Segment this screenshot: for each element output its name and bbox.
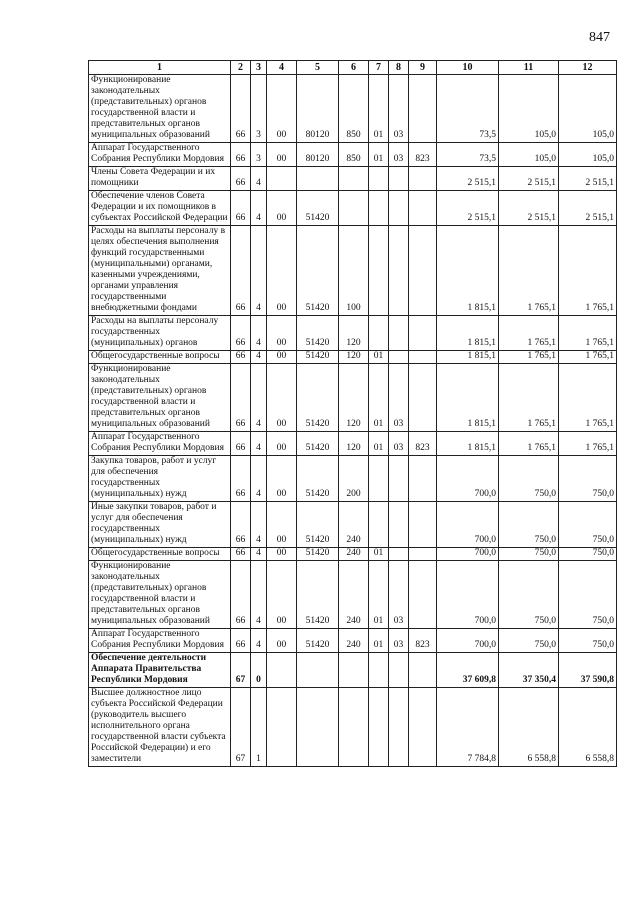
amount-cell: 2 515,1 <box>437 191 499 226</box>
code-cell: 120 <box>339 351 369 364</box>
code-cell <box>339 191 369 226</box>
code-cell: 100 <box>339 226 369 316</box>
code-cell: 4 <box>251 351 267 364</box>
code-cell: 51420 <box>297 191 339 226</box>
column-header: 4 <box>267 61 297 75</box>
row-name-cell: Функционирование законодательных (представительных) органов государственной власти и представительных органов муниципальных образований <box>89 75 231 143</box>
row-name-cell: Функционирование законодательных (представительных) органов государственной власти и представительных органов муниципальных образований <box>89 561 231 629</box>
amount-cell: 700,0 <box>437 548 499 561</box>
amount-cell: 105,0 <box>559 75 617 143</box>
code-cell: 66 <box>231 629 251 653</box>
amount-cell: 37 609,8 <box>437 653 499 688</box>
code-cell <box>409 364 437 432</box>
code-cell: 67 <box>231 653 251 688</box>
code-cell: 120 <box>339 364 369 432</box>
row-name-cell: Общегосударственные вопросы <box>89 548 231 561</box>
code-cell: 0 <box>251 653 267 688</box>
amount-cell: 750,0 <box>499 561 559 629</box>
column-header: 12 <box>559 61 617 75</box>
code-cell <box>409 226 437 316</box>
column-header: 10 <box>437 61 499 75</box>
code-cell: 00 <box>267 502 297 548</box>
table-row <box>89 502 617 548</box>
code-cell <box>389 167 409 191</box>
table-row <box>89 75 617 143</box>
code-cell: 4 <box>251 364 267 432</box>
row-name-cell: Обеспечение членов Совета Федерации и их помощников в субъектах Российской Федерации <box>89 191 231 226</box>
code-cell: 850 <box>339 143 369 167</box>
code-cell <box>409 167 437 191</box>
code-cell: 51420 <box>297 548 339 561</box>
code-cell: 823 <box>409 143 437 167</box>
amount-cell: 1 765,1 <box>559 351 617 364</box>
table-body <box>89 75 617 767</box>
code-cell <box>369 191 389 226</box>
code-cell: 120 <box>339 432 369 456</box>
code-cell: 01 <box>369 629 389 653</box>
code-cell <box>409 191 437 226</box>
row-name-cell: Аппарат Государственного Собрания Республики Мордовия <box>89 432 231 456</box>
row-name-cell: Аппарат Государственного Собрания Республики Мордовия <box>89 143 231 167</box>
amount-cell: 750,0 <box>499 548 559 561</box>
column-header: 11 <box>499 61 559 75</box>
code-cell: 66 <box>231 351 251 364</box>
code-cell: 00 <box>267 191 297 226</box>
table-row <box>89 316 617 351</box>
table-row <box>89 143 617 167</box>
code-cell <box>267 653 297 688</box>
amount-cell: 750,0 <box>559 548 617 561</box>
amount-cell: 750,0 <box>559 629 617 653</box>
code-cell: 01 <box>369 364 389 432</box>
code-cell <box>409 561 437 629</box>
amount-cell: 1 815,1 <box>437 226 499 316</box>
code-cell <box>369 456 389 502</box>
code-cell: 00 <box>267 351 297 364</box>
amount-cell: 1 765,1 <box>499 432 559 456</box>
code-cell <box>297 688 339 767</box>
code-cell: 823 <box>409 629 437 653</box>
amount-cell: 37 350,4 <box>499 653 559 688</box>
amount-cell: 73,5 <box>437 75 499 143</box>
code-cell: 00 <box>267 456 297 502</box>
code-cell: 03 <box>389 432 409 456</box>
column-header: 9 <box>409 61 437 75</box>
code-cell <box>339 688 369 767</box>
code-cell: 01 <box>369 432 389 456</box>
row-name-cell: Обеспечение деятельности Аппарата Правительства Республики Мордовия <box>89 653 231 688</box>
code-cell: 80120 <box>297 75 339 143</box>
code-cell <box>409 502 437 548</box>
code-cell: 03 <box>389 143 409 167</box>
code-cell: 03 <box>389 364 409 432</box>
code-cell <box>339 653 369 688</box>
code-cell <box>369 502 389 548</box>
table-row <box>89 432 617 456</box>
code-cell: 01 <box>369 548 389 561</box>
row-name-cell: Члены Совета Федерации и их помощники <box>89 167 231 191</box>
code-cell <box>369 167 389 191</box>
code-cell: 66 <box>231 75 251 143</box>
code-cell: 51420 <box>297 629 339 653</box>
amount-cell: 1 765,1 <box>499 316 559 351</box>
amount-cell: 105,0 <box>499 75 559 143</box>
table-row <box>89 364 617 432</box>
code-cell: 01 <box>369 561 389 629</box>
table-row <box>89 191 617 226</box>
row-name-cell: Аппарат Государственного Собрания Республики Мордовия <box>89 629 231 653</box>
table-header-row <box>89 61 617 75</box>
amount-cell: 750,0 <box>559 456 617 502</box>
amount-cell: 1 765,1 <box>559 432 617 456</box>
code-cell: 00 <box>267 629 297 653</box>
code-cell: 240 <box>339 561 369 629</box>
row-name-cell: Высшее должностное лицо субъекта Российской Федерации (руководитель высшего исполнительного органа государственной власти субъекта Российской Федерации) и его заместители <box>89 688 231 767</box>
budget-table <box>88 60 617 767</box>
code-cell: 66 <box>231 143 251 167</box>
table-row <box>89 629 617 653</box>
amount-cell: 2 515,1 <box>559 191 617 226</box>
column-header: 5 <box>297 61 339 75</box>
amount-cell: 105,0 <box>499 143 559 167</box>
amount-cell: 700,0 <box>437 629 499 653</box>
code-cell <box>409 351 437 364</box>
amount-cell: 750,0 <box>559 502 617 548</box>
code-cell <box>389 226 409 316</box>
code-cell: 51420 <box>297 351 339 364</box>
amount-cell: 750,0 <box>499 629 559 653</box>
code-cell <box>409 688 437 767</box>
code-cell <box>339 167 369 191</box>
code-cell: 66 <box>231 432 251 456</box>
amount-cell: 700,0 <box>437 561 499 629</box>
code-cell <box>369 226 389 316</box>
code-cell: 51420 <box>297 432 339 456</box>
column-header: 8 <box>389 61 409 75</box>
code-cell: 1 <box>251 688 267 767</box>
page-number: 847 <box>589 30 610 45</box>
code-cell: 4 <box>251 561 267 629</box>
code-cell: 03 <box>389 629 409 653</box>
table-row <box>89 226 617 316</box>
amount-cell: 1 815,1 <box>437 316 499 351</box>
amount-cell: 1 765,1 <box>499 351 559 364</box>
amount-cell: 2 515,1 <box>499 167 559 191</box>
code-cell: 850 <box>339 75 369 143</box>
amount-cell: 73,5 <box>437 143 499 167</box>
table-row <box>89 653 617 688</box>
code-cell <box>369 316 389 351</box>
row-name-cell: Закупка товаров, работ и услуг для обеспечения государственных (муниципальных) нужд <box>89 456 231 502</box>
table-row <box>89 688 617 767</box>
code-cell: 240 <box>339 629 369 653</box>
code-cell: 00 <box>267 561 297 629</box>
code-cell: 66 <box>231 191 251 226</box>
amount-cell: 1 765,1 <box>559 364 617 432</box>
code-cell: 00 <box>267 432 297 456</box>
amount-cell: 1 815,1 <box>437 351 499 364</box>
code-cell: 4 <box>251 629 267 653</box>
code-cell: 66 <box>231 364 251 432</box>
code-cell <box>409 75 437 143</box>
amount-cell: 105,0 <box>559 143 617 167</box>
amount-cell: 6 558,8 <box>559 688 617 767</box>
row-name-cell: Расходы на выплаты персоналу государственных (муниципальных) органов <box>89 316 231 351</box>
code-cell <box>409 653 437 688</box>
code-cell: 67 <box>231 688 251 767</box>
row-name-cell: Общегосударственные вопросы <box>89 351 231 364</box>
code-cell: 01 <box>369 75 389 143</box>
amount-cell: 6 558,8 <box>499 688 559 767</box>
code-cell <box>267 167 297 191</box>
code-cell <box>389 653 409 688</box>
row-name-cell: Иные закупки товаров, работ и услуг для обеспечения государственных (муниципальных) нужд <box>89 502 231 548</box>
code-cell <box>369 688 389 767</box>
code-cell: 51420 <box>297 316 339 351</box>
code-cell: 3 <box>251 143 267 167</box>
code-cell: 66 <box>231 456 251 502</box>
code-cell <box>409 456 437 502</box>
code-cell: 00 <box>267 316 297 351</box>
amount-cell: 750,0 <box>559 561 617 629</box>
code-cell: 03 <box>389 75 409 143</box>
table-row <box>89 548 617 561</box>
code-cell <box>389 688 409 767</box>
amount-cell: 1 765,1 <box>559 226 617 316</box>
code-cell <box>389 456 409 502</box>
amount-cell: 1 765,1 <box>559 316 617 351</box>
table-row <box>89 561 617 629</box>
code-cell: 4 <box>251 226 267 316</box>
code-cell: 240 <box>339 548 369 561</box>
code-cell: 66 <box>231 167 251 191</box>
code-cell: 80120 <box>297 143 339 167</box>
code-cell: 66 <box>231 226 251 316</box>
code-cell: 4 <box>251 191 267 226</box>
code-cell: 51420 <box>297 561 339 629</box>
code-cell: 66 <box>231 561 251 629</box>
amount-cell: 1 765,1 <box>499 364 559 432</box>
code-cell <box>409 316 437 351</box>
code-cell: 120 <box>339 316 369 351</box>
table-row <box>89 167 617 191</box>
code-cell <box>267 688 297 767</box>
row-name-cell: Расходы на выплаты персоналу в целях обеспечения выполнения функций государственными (муниципальными) органами, казенными учреждениями, органами управления государственными внебюджетными фондами <box>89 226 231 316</box>
code-cell <box>389 502 409 548</box>
row-name-cell: Функционирование законодательных (представительных) органов государственной власти и представительных органов муниципальных образований <box>89 364 231 432</box>
code-cell <box>297 653 339 688</box>
code-cell <box>369 653 389 688</box>
amount-cell: 1 765,1 <box>499 226 559 316</box>
code-cell: 3 <box>251 75 267 143</box>
code-cell <box>389 351 409 364</box>
code-cell: 4 <box>251 548 267 561</box>
code-cell: 51420 <box>297 364 339 432</box>
column-header: 6 <box>339 61 369 75</box>
code-cell <box>409 548 437 561</box>
column-header: 3 <box>251 61 267 75</box>
code-cell: 51420 <box>297 502 339 548</box>
code-cell: 03 <box>389 561 409 629</box>
code-cell: 823 <box>409 432 437 456</box>
amount-cell: 700,0 <box>437 456 499 502</box>
code-cell: 00 <box>267 143 297 167</box>
code-cell: 66 <box>231 502 251 548</box>
code-cell: 4 <box>251 316 267 351</box>
amount-cell: 7 784,8 <box>437 688 499 767</box>
amount-cell: 700,0 <box>437 502 499 548</box>
code-cell: 66 <box>231 316 251 351</box>
code-cell <box>389 548 409 561</box>
code-cell <box>389 316 409 351</box>
amount-cell: 2 515,1 <box>559 167 617 191</box>
amount-cell: 2 515,1 <box>437 167 499 191</box>
code-cell: 4 <box>251 167 267 191</box>
code-cell <box>297 167 339 191</box>
amount-cell: 1 815,1 <box>437 364 499 432</box>
column-header: 1 <box>89 61 231 75</box>
amount-cell: 2 515,1 <box>499 191 559 226</box>
table-row <box>89 351 617 364</box>
code-cell: 4 <box>251 502 267 548</box>
code-cell: 51420 <box>297 226 339 316</box>
code-cell: 4 <box>251 456 267 502</box>
amount-cell: 750,0 <box>499 456 559 502</box>
code-cell: 01 <box>369 143 389 167</box>
code-cell: 00 <box>267 75 297 143</box>
code-cell: 51420 <box>297 456 339 502</box>
column-header: 2 <box>231 61 251 75</box>
code-cell: 200 <box>339 456 369 502</box>
code-cell: 00 <box>267 548 297 561</box>
code-cell: 240 <box>339 502 369 548</box>
amount-cell: 37 590,8 <box>559 653 617 688</box>
column-header: 7 <box>369 61 389 75</box>
code-cell: 00 <box>267 364 297 432</box>
amount-cell: 1 815,1 <box>437 432 499 456</box>
code-cell <box>389 191 409 226</box>
code-cell: 00 <box>267 226 297 316</box>
code-cell: 4 <box>251 432 267 456</box>
code-cell: 66 <box>231 548 251 561</box>
code-cell: 01 <box>369 351 389 364</box>
table-row <box>89 456 617 502</box>
amount-cell: 750,0 <box>499 502 559 548</box>
